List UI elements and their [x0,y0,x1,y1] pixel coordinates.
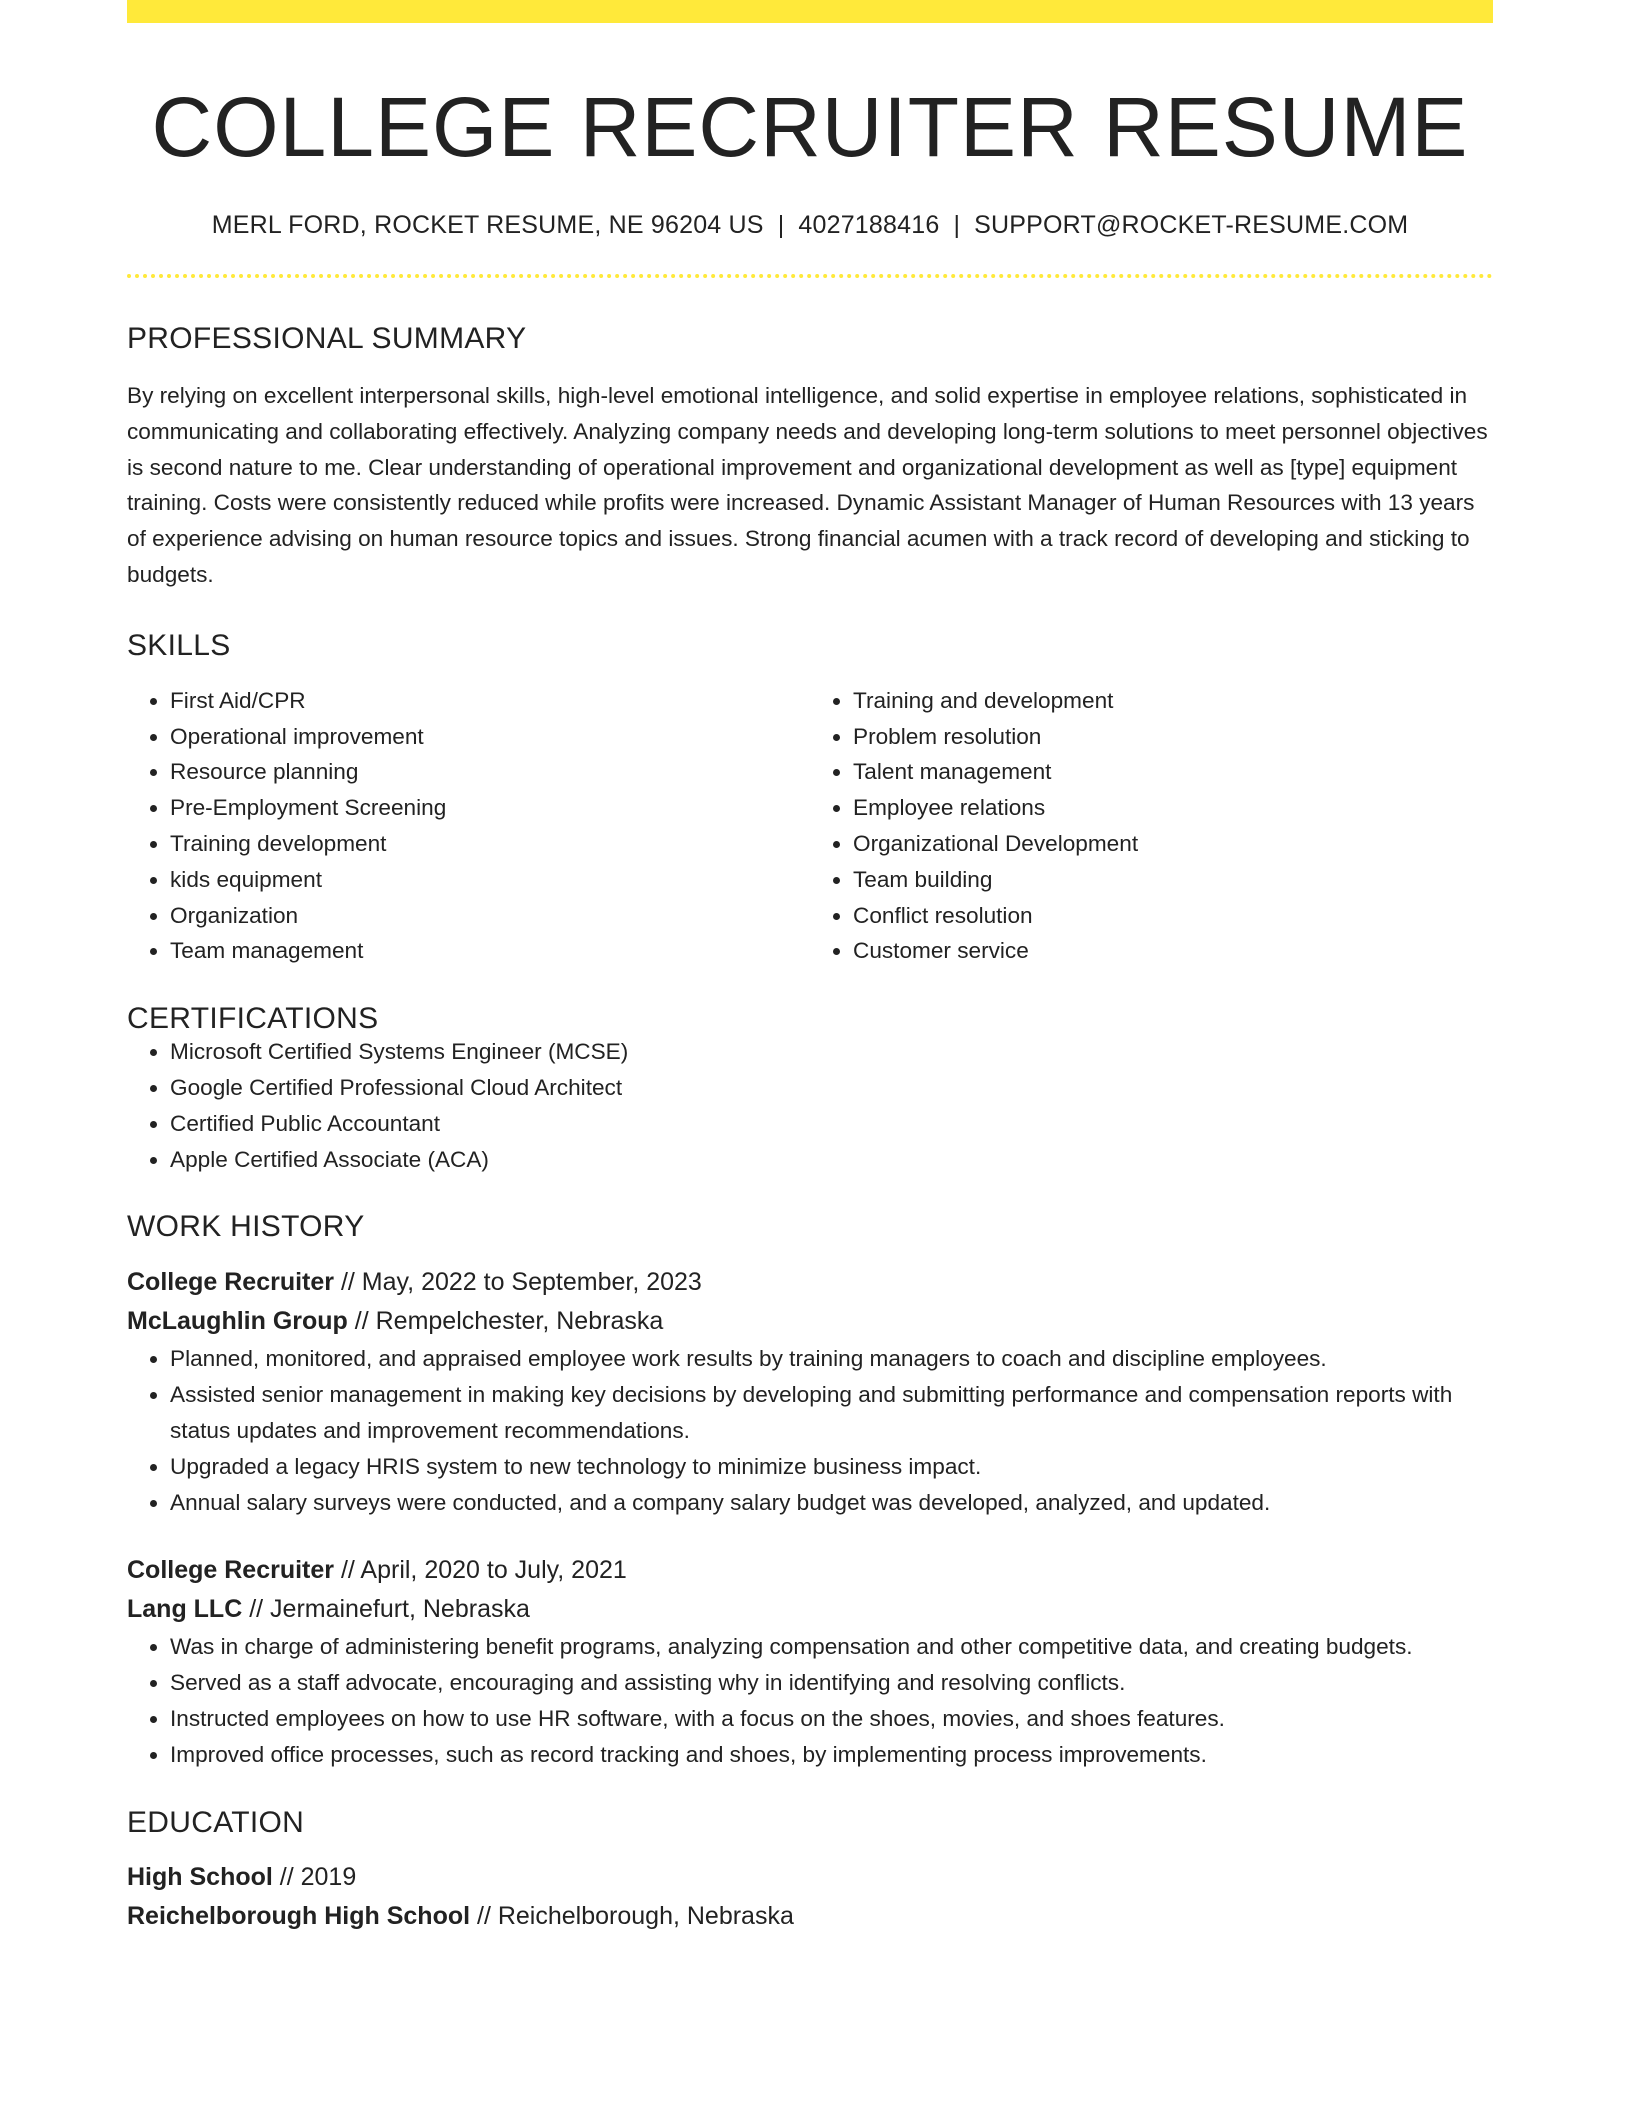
certification-item: • Certified Public Accountant [170,1106,1493,1142]
job-bullets [127,1629,1493,1772]
skill-item: • Team management [170,933,810,969]
skills-heading: SKILLS [127,628,231,662]
top-accent-bar [127,0,1493,23]
job-dates: // April, 2020 to July, 2021 [334,1556,627,1585]
education-school-line [127,1897,1493,1936]
job-bullet: • Upgraded a legacy HRIS system to new technology to minimize business impact. [170,1449,1493,1485]
skill-item: • Resource planning [170,754,810,790]
skill-item: • Organization [170,898,810,934]
job-role-line [127,1263,1493,1302]
job-dates: // May, 2022 to September, 2023 [334,1268,702,1297]
contact-phone: 4027188416 [798,211,940,239]
education-year: // 2019 [272,1862,357,1891]
certifications-list [127,1034,1493,1177]
skill-item: • Pre-Employment Screening [170,790,810,826]
resume-title: COLLEGE RECRUITER RESUME [151,80,1469,174]
job-location: // Jermainefurt, Nebraska [242,1595,530,1624]
skills-left-list [127,683,810,969]
job-company-line [127,1590,1493,1629]
skill-item: • Talent management [853,754,1493,790]
skill-item: • Customer service [853,933,1493,969]
education-school: Reichelborough High School [127,1901,471,1930]
skill-item: • Problem resolution [853,719,1493,755]
summary-heading: PROFESSIONAL SUMMARY [127,322,527,355]
skill-item: • Team building [853,862,1493,898]
skill-item: • First Aid/CPR [170,683,810,719]
certification-item: • Apple Certified Associate (ACA) [170,1142,1493,1178]
job-bullet: • Improved office processes, such as record tracking and shoes, by implementing process improvements. [170,1737,1493,1773]
contact-line [127,213,1493,238]
education-heading: EDUCATION [127,1805,305,1839]
education-entry [127,1858,1493,1936]
education-degree-line [127,1858,1493,1897]
summary-text: By relying on excellent interpersonal skills, high-level emotional intelligence, and solid expertise in employee relations, sophisticated in communicating and collaborating effectively. Analyzing company needs and developing long-term solutions to meet personnel objectives is second nature to me. Clear understanding of operational improvement and organizational development as well as [type] equipment training. Costs were consistently reduced while profits were increased. Dynamic Assistant Manager of Human Resources with 13 years of experience advising on human resource topics and issues. Strong financial acumen with a track record of developing and sticking to budgets. [127,383,1488,587]
job-bullet: • Planned, monitored, and appraised employee work results by training managers to coach and discipline employees. [170,1341,1493,1377]
contact-address: MERL FORD, ROCKET RESUME, NE 96204 US [211,211,764,239]
contact-separator: | [953,211,961,239]
job-bullet: • Was in charge of administering benefit programs, analyzing compensation and other competitive data, and creating budgets. [170,1629,1493,1665]
job-role-line [127,1551,1493,1590]
skill-item: • Organizational Development [853,826,1493,862]
job-bullet: • Annual salary surveys were conducted, and a company salary budget was developed, analyzed, and updated. [170,1485,1493,1521]
skill-item: • kids equipment [170,862,810,898]
job-entry [127,1263,1493,1520]
job-entry [127,1551,1493,1772]
skills-columns [127,683,1493,969]
contact-separator: | [777,211,785,239]
dotted-divider [127,274,1493,278]
work-history-heading: WORK HISTORY [127,1210,365,1244]
skill-item: • Conflict resolution [853,898,1493,934]
job-company: Lang LLC [127,1595,243,1624]
job-bullet: • Served as a staff advocate, encouraging and assisting why in identifying and resolving conflicts. [170,1665,1493,1701]
job-company: McLaughlin Group [127,1307,348,1336]
certification-item: • Microsoft Certified Systems Engineer (MCSE) [170,1034,1493,1070]
job-role: College Recruiter [127,1556,335,1585]
job-location: // Rempelchester, Nebraska [347,1307,664,1336]
contact-email: SUPPORT@ROCKET-RESUME.COM [974,211,1409,239]
skill-item: • Training development [170,826,810,862]
skill-item: • Operational improvement [170,719,810,755]
job-bullet: • Assisted senior management in making key decisions by developing and submitting performance and compensation reports with status updates and improvement recommendations. [170,1377,1493,1449]
job-role: College Recruiter [127,1268,335,1297]
skill-item: • Employee relations [853,790,1493,826]
skills-right-list [810,683,1493,969]
job-company-line [127,1302,1493,1341]
education-degree: High School [127,1862,273,1891]
job-bullet: • Instructed employees on how to use HR software, with a focus on the shoes, movies, and shoes features. [170,1701,1493,1737]
job-bullets [127,1341,1493,1520]
certification-item: • Google Certified Professional Cloud Architect [170,1070,1493,1106]
skill-item: • Training and development [853,683,1493,719]
education-location: // Reichelborough, Nebraska [470,1901,794,1930]
certifications-heading: CERTIFICATIONS [127,1002,379,1036]
resume-page [127,0,1493,1936]
